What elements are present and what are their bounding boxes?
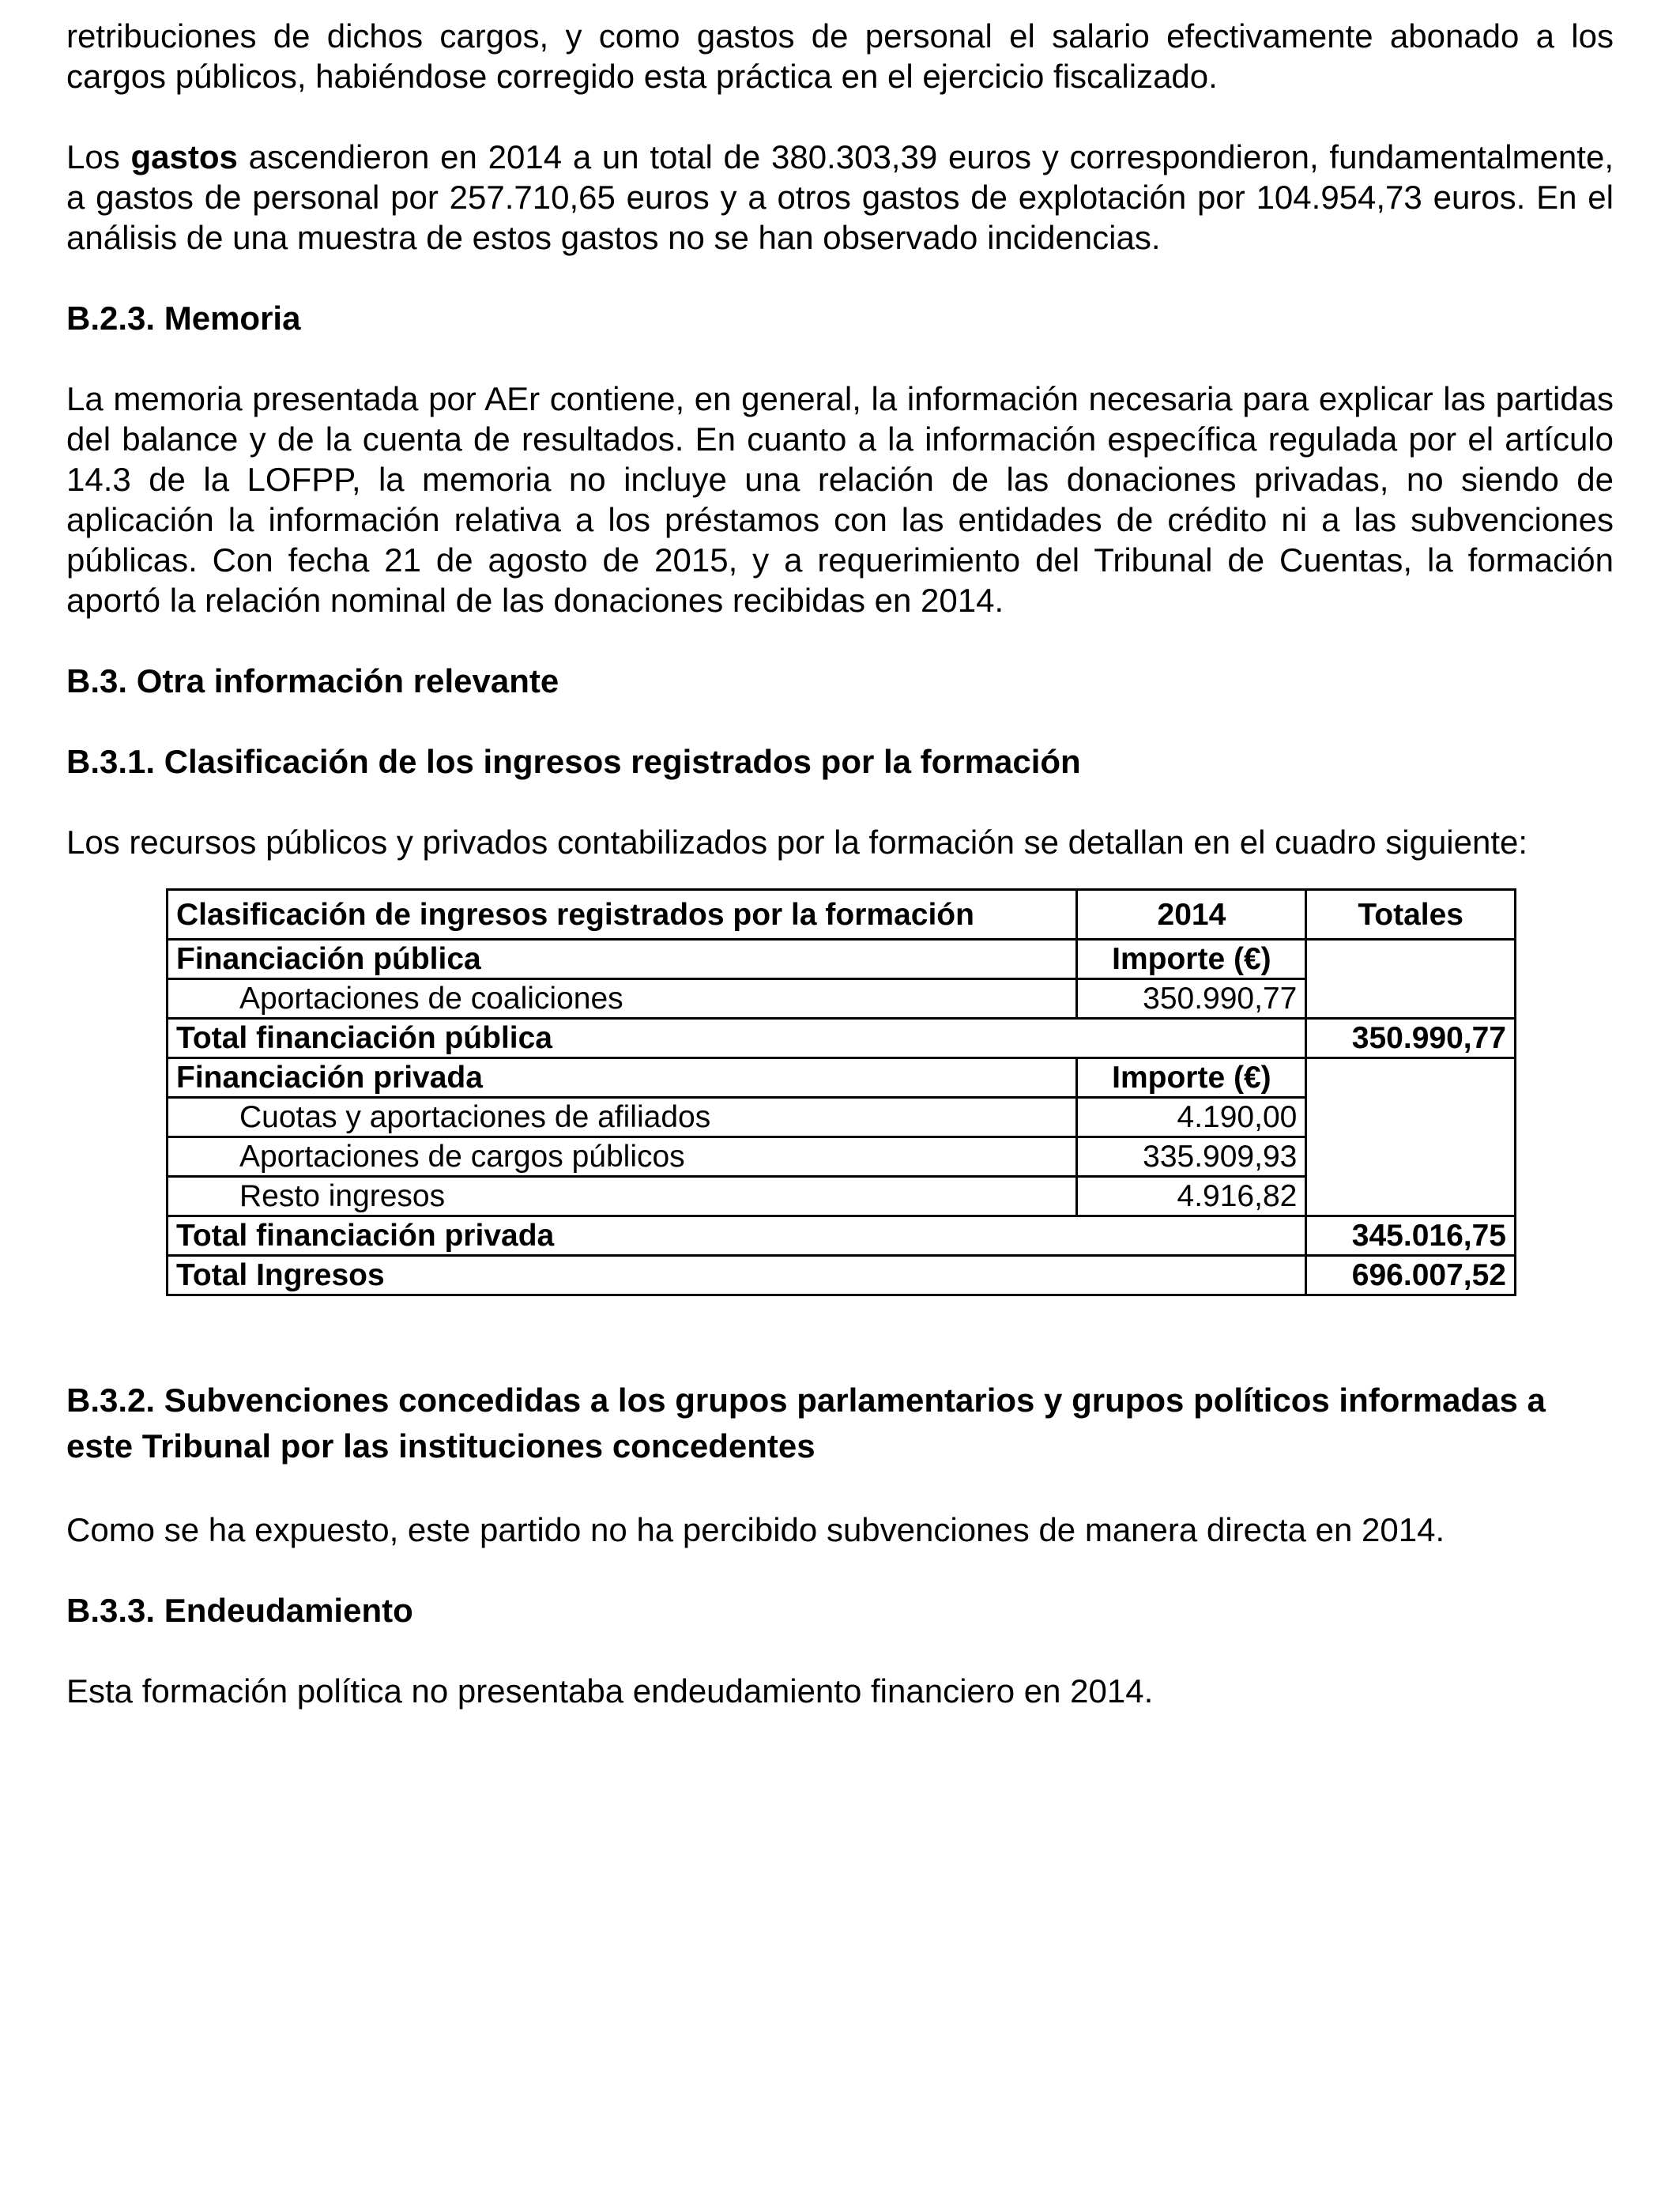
paragraph-endeudamiento: Esta formación política no presentaba endeudamiento financiero en 2014. (66, 1672, 1154, 1710)
table-row (168, 1216, 1516, 1256)
heading-b3-otra-informacion: B.3. Otra información relevante (66, 662, 559, 699)
heading-b31-clasificacion: B.3.1. Clasificación de los ingresos registrados por la formación (66, 743, 1081, 780)
table-row (168, 1058, 1516, 1098)
public-section-unit: Importe (€) (1077, 940, 1306, 979)
table-row (168, 1256, 1516, 1295)
private-section-unit: Importe (€) (1077, 1058, 1306, 1098)
gastos-post: ascendieron en 2014 a un total de 380.303,39 euros y correspondieron, fundamentalmente, a gastos de personal por 257.710,65 euros y a otros gastos de explotación por 104.954,73 euros. En el análisis de una muestra de estos gastos no se han observado incidencias. (66, 138, 1614, 256)
heading-b23-memoria: B.2.3. Memoria (66, 300, 301, 337)
table-header-classification: Clasificación de ingresos registrados por la formación (168, 890, 1077, 940)
total-private-label: Total financiación privada (168, 1216, 1306, 1256)
row-value-cuotas-afiliados: 4.190,00 (1077, 1098, 1306, 1137)
table-row (168, 1098, 1516, 1137)
row-label-cargos-publicos: Aportaciones de cargos públicos (168, 1137, 1077, 1177)
table-row (168, 1137, 1516, 1177)
paragraph-recursos: Los recursos públicos y privados contabilizados por la formación se detallan en el cuadro siguiente: (66, 824, 1528, 861)
row-value-cargos-publicos: 335.909,93 (1077, 1137, 1306, 1177)
heading-b32-subvenciones: B.3.2. Subvenciones concedidas a los grupos parlamentarios y grupos políticos informadas a este Tribunal por las instituciones concedentes (66, 1382, 1546, 1465)
table-row (168, 1177, 1516, 1216)
paragraph-memoria: La memoria presentada por AEr contiene, en general, la información necesaria para explicar las partidas del balance y de la cuenta de resultados. En cuanto a la información específica regulada por el artículo 14.3 de la LOFPP, la memoria no incluye una relación de las donaciones privadas, no siendo de aplicación la información relativa a los préstamos con las entidades de crédito ni a las subvenciones públicas. Con fecha 21 de agosto de 2015, y a requerimiento del Tribunal de Cuentas, la formación aportó la relación nominal de las donaciones recibidas en 2014. (66, 380, 1614, 619)
total-public-label: Total financiación pública (168, 1019, 1306, 1058)
paragraph-gastos (66, 137, 1614, 258)
table-header-row (168, 890, 1516, 940)
document-page (66, 16, 1614, 1711)
total-private-value: 345.016,75 (1306, 1216, 1516, 1256)
row-value-resto-ingresos: 4.916,82 (1077, 1177, 1306, 1216)
row-label-aportaciones-coaliciones: Aportaciones de coaliciones (168, 979, 1077, 1019)
row-label-cuotas-afiliados: Cuotas y aportaciones de afiliados (168, 1098, 1077, 1137)
row-value-aportaciones-coaliciones: 350.990,77 (1077, 979, 1306, 1019)
grand-total-label: Total Ingresos (168, 1256, 1306, 1295)
table-row (168, 1019, 1516, 1058)
gastos-bold: gastos (130, 138, 238, 175)
paragraph-remuneraciones: retribuciones de dichos cargos, y como gastos de personal el salario efectivamente abonado a los cargos públicos, habiéndose corregido esta práctica en el ejercicio fiscalizado. (66, 17, 1614, 95)
public-section-label: Financiación pública (168, 940, 1077, 979)
table-header-totals: Totales (1306, 890, 1516, 940)
gastos-pre: Los (66, 138, 131, 175)
private-section-label: Financiación privada (168, 1058, 1077, 1098)
table-header-year: 2014 (1077, 890, 1306, 940)
heading-b33-endeudamiento: B.3.3. Endeudamiento (66, 1592, 413, 1629)
grand-total-value: 696.007,52 (1306, 1256, 1516, 1295)
table-row (168, 940, 1516, 979)
income-classification-table (166, 888, 1516, 1296)
total-public-value: 350.990,77 (1306, 1019, 1516, 1058)
row-label-resto-ingresos: Resto ingresos (168, 1177, 1077, 1216)
table-row (168, 979, 1516, 1019)
paragraph-subvenciones: Como se ha expuesto, este partido no ha percibido subvenciones de manera directa en 2014. (66, 1511, 1445, 1548)
